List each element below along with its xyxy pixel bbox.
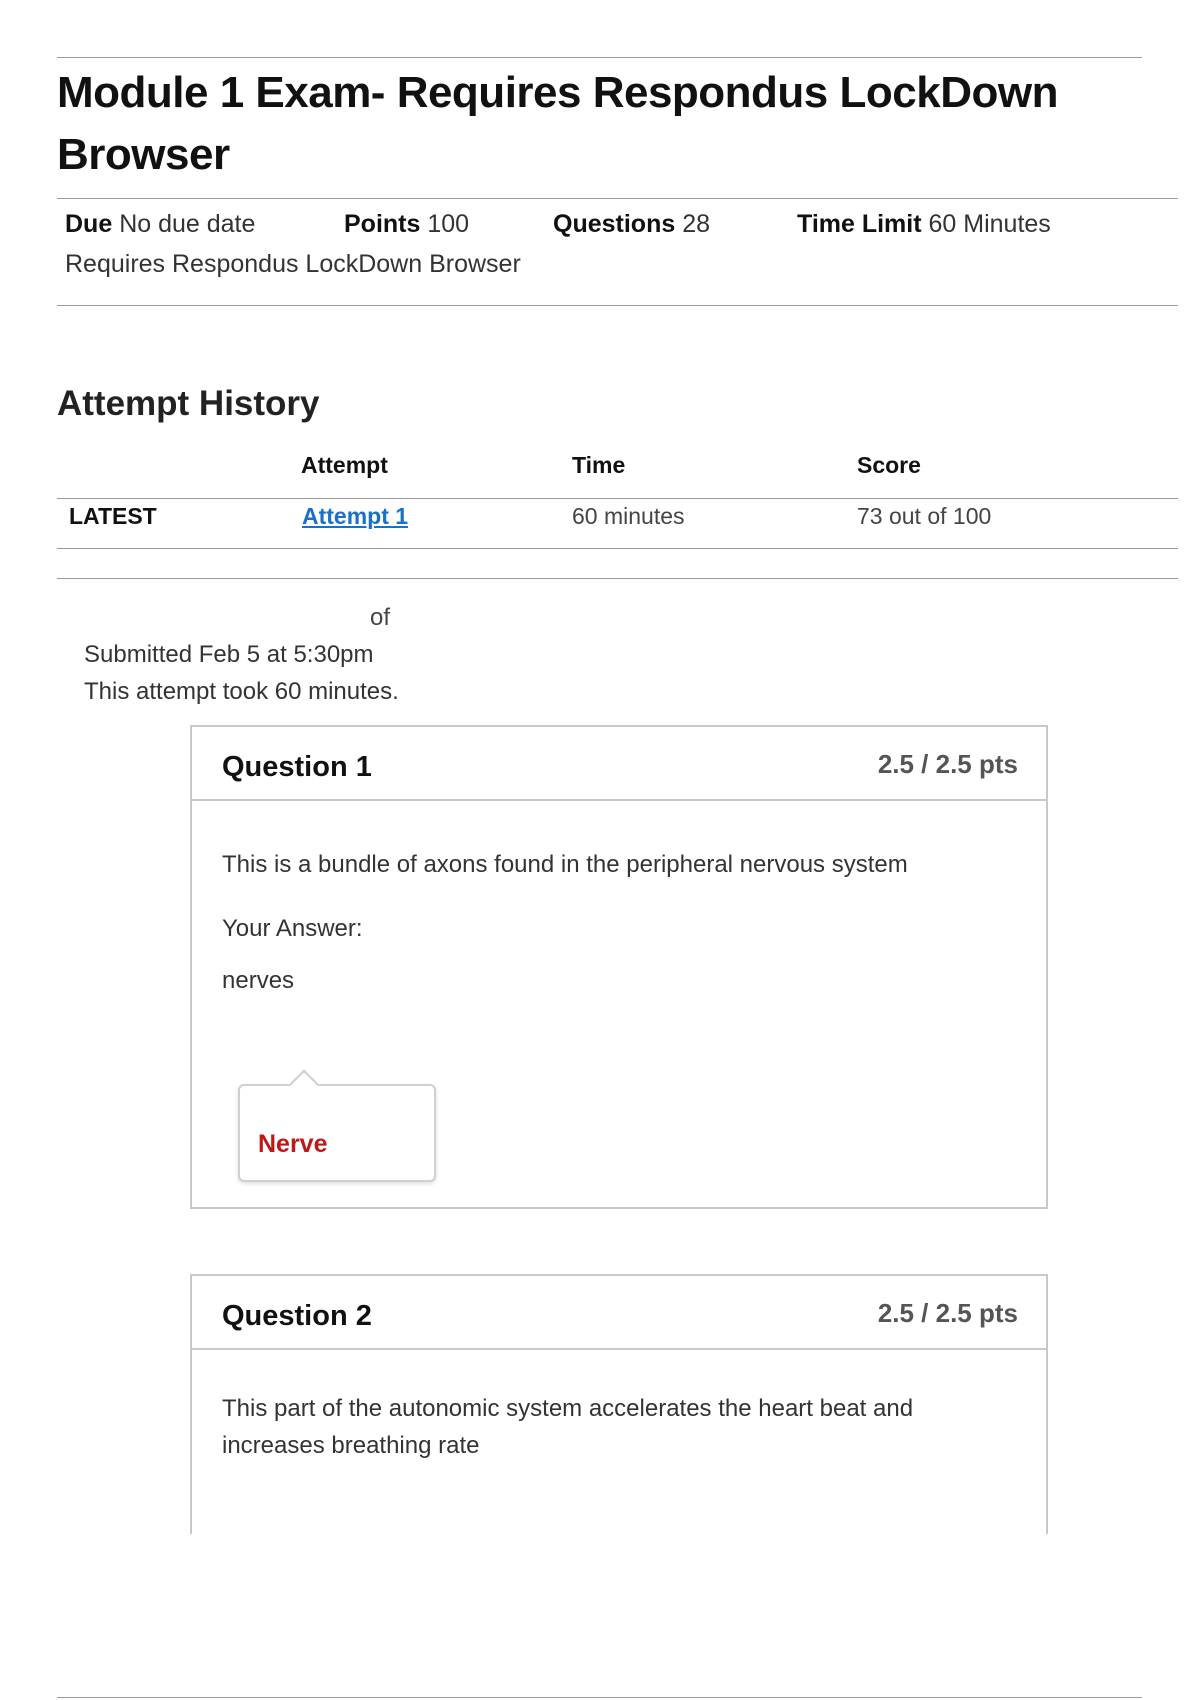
time-limit-info	[797, 210, 1051, 239]
column-attempt: Attempt	[301, 452, 388, 478]
question-1-header	[192, 727, 1046, 801]
time-limit-value: 60 Minutes	[928, 210, 1051, 238]
question-2-text: This part of the autonomic system accelerates the heart beat and increases breathing rate	[222, 1395, 914, 1459]
page-title: Module 1 Exam- Requires Respondus LockDown Browser	[57, 68, 1058, 179]
column-score: Score	[857, 452, 921, 478]
question-2-points: 2.5 / 2.5 pts	[877, 1298, 1018, 1328]
attempt-duration: This attempt took 60 minutes.	[84, 678, 399, 705]
points-label: Points	[344, 210, 421, 238]
question-1-points: 2.5 / 2.5 pts	[877, 749, 1018, 779]
correct-answer-card	[238, 1084, 436, 1182]
question-2-header	[192, 1276, 1046, 1350]
due-label: Due	[65, 210, 113, 238]
question-1-body	[192, 801, 1046, 995]
questions-info	[553, 210, 797, 239]
score-of-text: of	[370, 604, 391, 631]
your-answer-value: nerves	[222, 967, 295, 994]
history-header-divider	[57, 498, 1178, 499]
lockdown-requirement: Requires Respondus LockDown Browser	[65, 250, 521, 278]
history-row-divider	[57, 548, 1178, 549]
question-1	[190, 725, 1048, 1209]
attempt-1-link[interactable]: Attempt 1	[302, 503, 409, 529]
points-value: 100	[427, 210, 470, 238]
column-time: Time	[572, 452, 626, 478]
question-2-body	[192, 1350, 1046, 1464]
your-answer-label: Your Answer:	[222, 915, 363, 942]
questions-label: Questions	[553, 210, 676, 238]
attempt-history-title: Attempt History	[57, 384, 320, 423]
question-1-text: This is a bundle of axons found in the peripheral nervous system	[222, 851, 908, 878]
due-info	[65, 210, 344, 239]
top-divider	[57, 57, 1142, 58]
history-bottom-divider	[57, 578, 1178, 579]
submitted-time: Submitted Feb 5 at 5:30pm	[84, 641, 374, 668]
due-value: No due date	[119, 210, 256, 238]
attempt-score: 73 out of 100	[857, 503, 992, 529]
meta-bottom-divider	[57, 305, 1178, 306]
bottom-divider	[57, 1697, 1142, 1698]
question-1-title: Question 1	[222, 751, 372, 783]
meta-top-divider	[57, 198, 1178, 199]
points-info	[344, 210, 553, 239]
question-2-title: Question 2	[222, 1300, 372, 1332]
questions-value: 28	[682, 210, 711, 238]
attempt-time: 60 minutes	[572, 503, 685, 529]
quiz-meta	[65, 210, 1051, 279]
correct-answer: Nerve	[258, 1130, 328, 1158]
time-limit-label: Time Limit	[797, 210, 922, 238]
question-2	[190, 1274, 1048, 1534]
latest-badge: LATEST	[69, 503, 157, 529]
